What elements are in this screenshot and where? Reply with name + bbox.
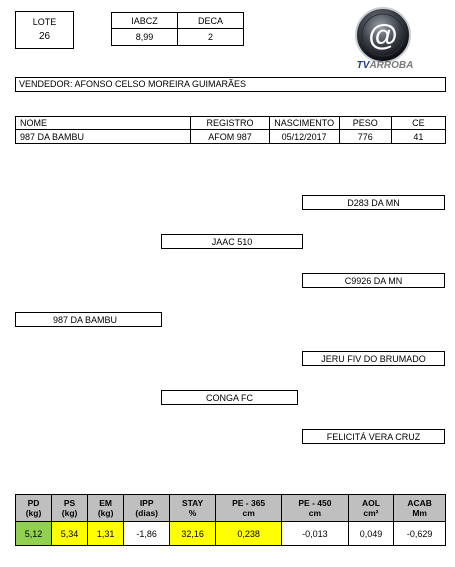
- vendor-text: VENDEDOR: AFONSO CELSO MOREIRA GUIMARÃES: [19, 79, 247, 89]
- ipp-header: [124, 495, 170, 522]
- pedigree-sire: CONGA FC: [161, 390, 298, 405]
- index-table: [111, 12, 244, 46]
- em-header-label: EM: [99, 498, 112, 508]
- pe450-header: [282, 495, 348, 522]
- pedigree-dam-sire: C9926 DA MN: [302, 273, 445, 288]
- ce-header: CE: [391, 117, 445, 130]
- em-value: 1,31: [88, 522, 124, 546]
- pe365-header-unit: cm: [242, 508, 255, 518]
- acab-value: -0,629: [394, 522, 446, 546]
- pe365-value: 0,238: [215, 522, 281, 546]
- pe450-header-unit: cm: [308, 508, 322, 518]
- name-header: NOME: [16, 117, 191, 130]
- pe450-header-label: PE - 450: [298, 498, 332, 508]
- aol-header-unit: cm²: [363, 508, 379, 518]
- pd-value: 5,12: [16, 522, 52, 546]
- acab-header-unit: Mm: [412, 508, 427, 518]
- stats-table: [15, 494, 446, 546]
- pedigree-sire-sire: FELICITÁ VERA CRUZ: [302, 429, 445, 444]
- deca-header: DECA: [178, 13, 244, 29]
- pe450-value: -0,013: [282, 522, 348, 546]
- animal-table: [15, 116, 446, 144]
- ce-value: 41: [391, 130, 445, 144]
- pd-header: [16, 495, 52, 522]
- pe365-header: [215, 495, 281, 522]
- pe365-header-label: PE - 365: [232, 498, 266, 508]
- ipp-value: -1,86: [124, 522, 170, 546]
- aol-header-label: AOL: [361, 498, 380, 508]
- lote-label: LOTE: [32, 16, 57, 27]
- em-header: [88, 495, 124, 522]
- pd-header-unit: (kg): [25, 508, 42, 518]
- ps-header-label: PS: [63, 498, 76, 508]
- aol-header: [348, 495, 394, 522]
- vendor-box: [15, 77, 446, 92]
- registry-value: AFOM 987: [191, 130, 269, 144]
- registry-header: REGISTRO: [191, 117, 269, 130]
- svg-text:@: @: [368, 19, 398, 52]
- ps-value: 5,34: [52, 522, 88, 546]
- ps-header: [52, 495, 88, 522]
- pedigree-subject: 987 DA BAMBU: [15, 312, 162, 327]
- deca-value: 2: [178, 29, 244, 46]
- name-value: 987 DA BAMBU: [16, 130, 191, 144]
- weight-header: PESO: [339, 117, 391, 130]
- em-header-unit: (kg): [97, 508, 114, 518]
- acab-header: [394, 495, 446, 522]
- logo-text: TV ARROBA: [356, 60, 414, 71]
- weight-value: 776: [339, 130, 391, 144]
- pd-header-label: PD: [27, 498, 40, 508]
- iabcz-value: 8,99: [112, 29, 178, 46]
- stay-value: 32,16: [170, 522, 216, 546]
- pedigree-dam: JAAC 510: [161, 234, 303, 249]
- stay-header-label: STAY: [181, 498, 204, 508]
- iabcz-header: IABCZ: [112, 13, 178, 29]
- stay-header: [170, 495, 216, 522]
- ps-header-unit: (kg): [61, 508, 78, 518]
- acab-header-label: ACAB: [407, 498, 432, 508]
- pedigree-sire-dam: JERU FIV DO BRUMADO: [302, 351, 445, 366]
- birth-value: 05/12/2017: [269, 130, 339, 144]
- lote-box: [15, 11, 74, 49]
- pedigree-dam-dam: D283 DA MN: [302, 195, 445, 210]
- at-sign-icon: [350, 6, 416, 64]
- birth-header: NASCIMENTO: [269, 117, 339, 130]
- ipp-header-unit: (dias): [135, 508, 158, 518]
- stay-header-unit: %: [188, 508, 197, 518]
- aol-value: 0,049: [348, 522, 394, 546]
- ipp-header-label: IPP: [139, 498, 154, 508]
- lote-value: 26: [38, 30, 51, 42]
